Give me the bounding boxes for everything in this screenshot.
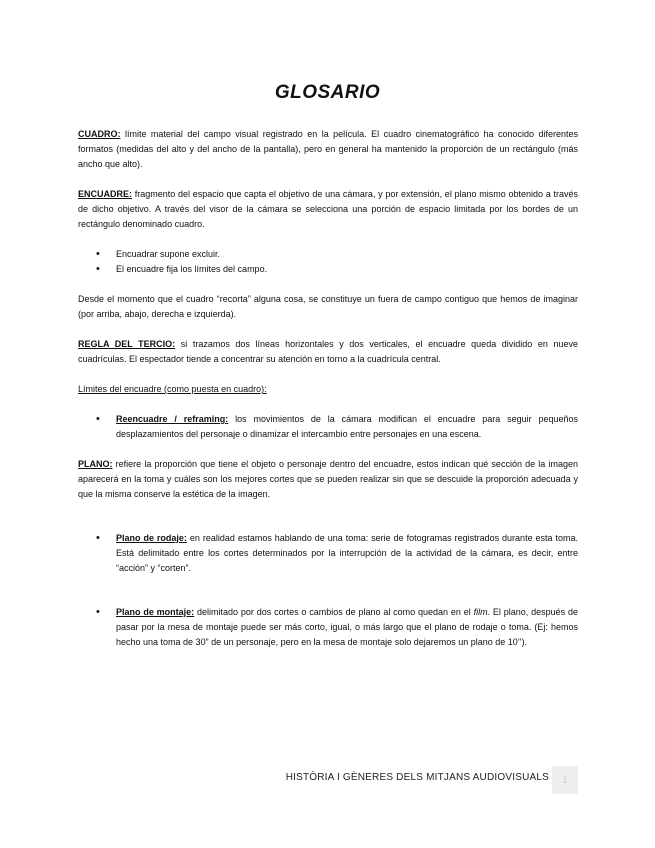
section-heading-limites: Límites del encuadre (como puesta en cuadro):	[78, 384, 267, 394]
page-title: GLOSARIO	[274, 82, 381, 103]
definition-text: refiere la proporción que tiene el objeto o personaje dentro del encuadre, estos indican qué sección de la imagen aparecerá en la toma y cuáles son los mejores cortes que se pueden realizar sin que se descuide la proporción adecuada y que la misma conserve la estética de la imagen.	[78, 459, 578, 499]
encuadre-bullet-list	[78, 247, 578, 277]
list-item: • El encuadre fija los límites del campo.	[78, 262, 578, 277]
paragraph-fuera-de-campo: Desde el momento que el cuadro “recorta” alguna cosa, se constituye un fuera de campo contiguo que hemos de imaginar (por arriba, abajo, derecha e izquierda).	[78, 294, 578, 319]
document-body	[78, 127, 578, 650]
definition-text: en realidad estamos hablando de una toma: serie de fotogramas registrados durante esta toma. Está delimitado entre los cortes determinados por la interrupción de la actividad de la cámara, es decir, entre “acción” y “corten”.	[116, 533, 578, 573]
italic-film: film	[473, 607, 488, 617]
term-regla-del-tercio: REGLA DEL TERCIO:	[78, 339, 176, 349]
limites-bullet-list	[78, 412, 578, 442]
term-plano: PLANO:	[78, 459, 113, 469]
term-cuadro: CUADRO:	[78, 129, 121, 139]
definition-encuadre	[78, 187, 578, 232]
definition-text: límite material del campo visual registrado en la película. El cuadro cinematográfico ha conocido diferentes formatos (medidas del alto y del ancho de la pantalla), pero en general ha mantenido la proporción de un rectángulo (más ancho que alto).	[78, 129, 578, 169]
list-item	[78, 531, 578, 576]
term-plano-de-rodaje: Plano de rodaje:	[116, 533, 187, 543]
definition-cuadro	[78, 127, 578, 172]
definition-text: si trazamos dos líneas horizontales y dos verticales, el encuadre queda dividido en nueve cuadrículas. El espectador tiende a concentrar su atención en torno a la cuadrícula central.	[78, 339, 578, 364]
term-plano-de-montaje: Plano de montaje:	[116, 607, 195, 617]
definition-regla-del-tercio	[78, 337, 578, 367]
definition-text: delimitado por dos cortes o cambios de plano al como quedan en el	[194, 607, 474, 617]
page-number: 1	[552, 766, 578, 794]
term-encuadre: ENCUADRE:	[78, 189, 132, 199]
list-item	[78, 412, 578, 442]
plano-bullet-list	[78, 531, 578, 576]
definition-text: . El plano, después de pasar por la mesa de montaje puede ser más corto, igual, o más largo que el plano de rodaje o toma. (Ej: hemos hecho una toma de 30” de un personaje, pero en la mesa de montaje solo dejaremos un plano de 10’’).	[116, 607, 578, 647]
list-item: • Encuadrar supone excluir.	[78, 247, 578, 262]
footer-course-title: HISTÒRIA I GÈNERES DELS MITJANS AUDIOVISUALS	[285, 772, 549, 783]
definition-text: los movimientos de la cámara modifican el encuadre para seguir pequeños desplazamientos del personaje o dinamizar el intercambio entre personajes en una escena.	[116, 414, 579, 439]
definition-text: fragmento del espacio que capta el objetivo de una cámara, y por extensión, el plano mismo obtenido a través de dicho objetivo. A través del visor de la cámara se selecciona una porción de espacio limitada por los bordes de un rectángulo denominado cuadro.	[78, 189, 578, 229]
definition-plano	[78, 457, 578, 502]
plano-montaje-list	[78, 605, 578, 650]
term-reencuadre: Reencuadre / reframing:	[116, 414, 229, 424]
list-item	[78, 605, 578, 650]
